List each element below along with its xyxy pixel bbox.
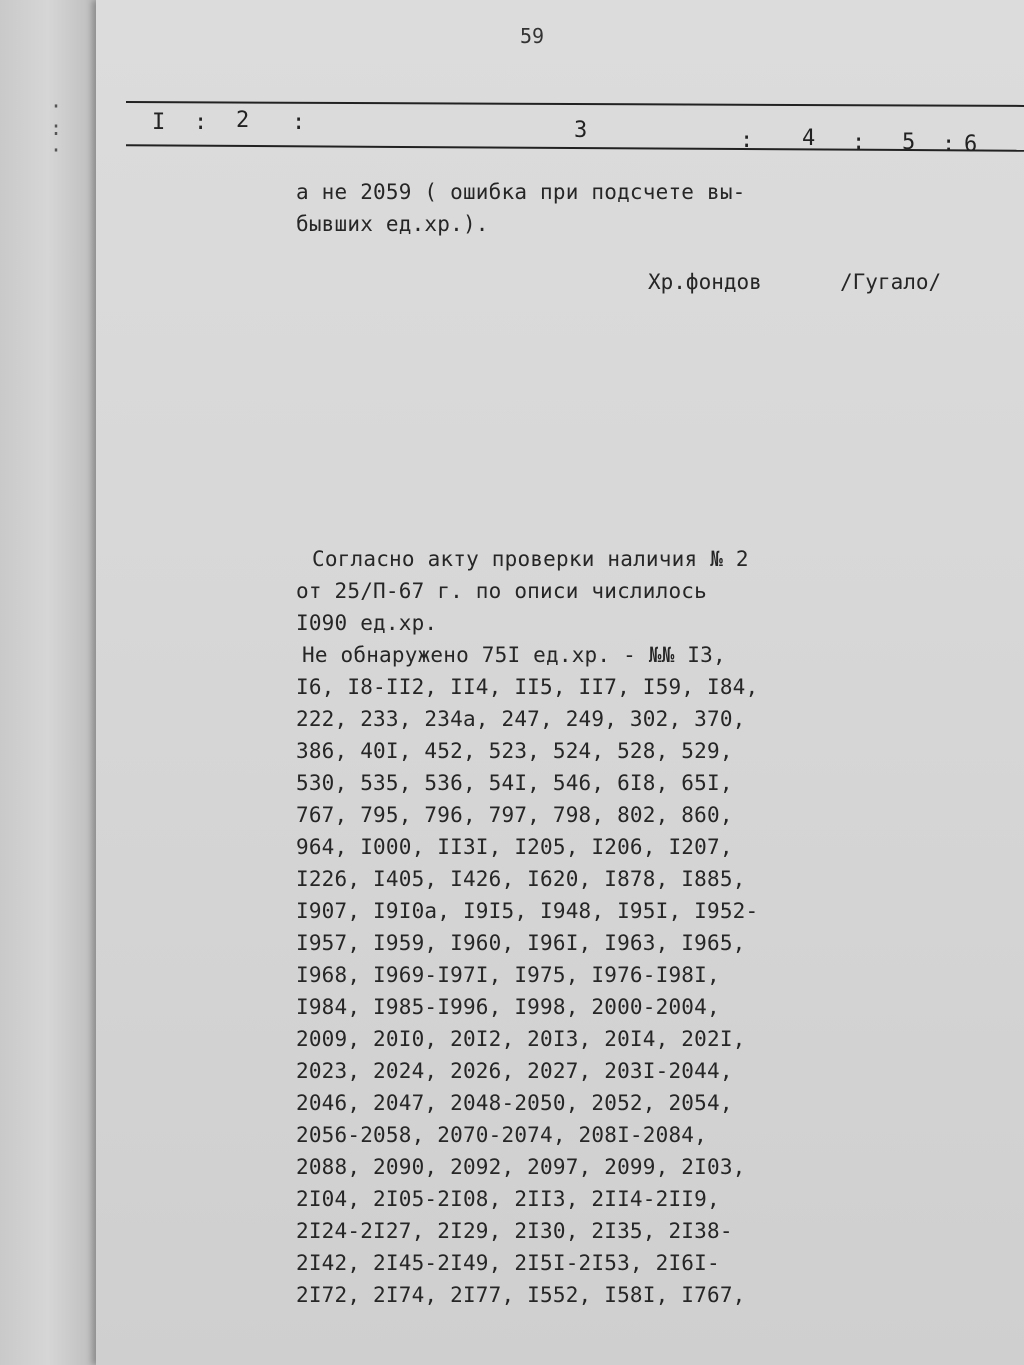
column-separator: : [942, 132, 956, 157]
page-number: 59 [520, 24, 545, 48]
body-line: I090 ед.хр. [296, 611, 438, 635]
body-line: от 25/П-67 г. по описи числилось [296, 579, 707, 603]
column-header-6: 6 [964, 132, 978, 157]
signature-role: Хр.фондов [648, 270, 762, 294]
column-separator: : [194, 110, 208, 135]
bleed-through-text [386, 220, 906, 540]
act-text-block [296, 543, 758, 1311]
column-header-1: I [152, 110, 166, 135]
body-line: 2056-2058, 2070-2074, 208I-2084, [296, 1123, 707, 1147]
document-page [96, 0, 1024, 1365]
signature-name: /Гугало/ [840, 270, 942, 294]
body-line: I226, I405, I426, I620, I878, I885, [296, 867, 746, 891]
body-line: I6, I8-II2, II4, II5, II7, I59, I84, [296, 675, 759, 699]
body-line: I957, I959, I960, I96I, I963, I965, [296, 931, 746, 955]
body-line: 2088, 2090, 2092, 2097, 2099, 2I03, [296, 1155, 746, 1179]
column-separator: : [292, 110, 306, 135]
body-line: 2023, 2024, 2026, 2027, 203I-2044, [296, 1059, 733, 1083]
body-line: 767, 795, 796, 797, 798, 802, 860, [296, 803, 733, 827]
body-line: 2009, 20I0, 20I2, 20I3, 20I4, 202I, [296, 1027, 746, 1051]
column-separator: : [852, 130, 866, 155]
body-line: 2046, 2047, 2048-2050, 2052, 2054, [296, 1091, 733, 1115]
body-line: Согласно акту проверки наличия № 2 [312, 547, 749, 571]
body-line: I968, I969-I97I, I975, I976-I98I, [296, 963, 720, 987]
body-line: 386, 40I, 452, 523, 524, 528, 529, [296, 739, 733, 763]
header-rule-top [126, 101, 1024, 107]
column-header-4: 4 [802, 126, 816, 151]
column-separator: : [740, 128, 754, 153]
body-line: I907, I9I0а, I9I5, I948, I95I, I952- [296, 899, 759, 923]
body-line: 2I72, 2I74, 2I77, I552, I58I, I767, [296, 1283, 746, 1307]
body-line: I984, I985-I996, I998, 2000-2004, [296, 995, 720, 1019]
note-line: бывших ед.хр.). [296, 212, 489, 236]
header-rule-bottom [126, 144, 1024, 151]
margin-marks: · : · [50, 94, 63, 162]
body-line: 222, 233, 234а, 247, 249, 302, 370, [296, 707, 746, 731]
body-line: 964, I000, II3I, I205, I206, I207, [296, 835, 733, 859]
column-header-5: 5 [902, 130, 916, 155]
body-line: 530, 535, 536, 54I, 546, 6I8, 65I, [296, 771, 733, 795]
column-header-3: 3 [574, 118, 588, 143]
correction-note [296, 176, 746, 240]
body-line: 2I24-2I27, 2I29, 2I30, 2I35, 2I38- [296, 1219, 733, 1243]
body-line: 2I42, 2I45-2I49, 2I5I-2I53, 2I6I- [296, 1251, 720, 1275]
body-line: 2I04, 2I05-2I08, 2II3, 2II4-2II9, [296, 1187, 720, 1211]
note-line: а не 2059 ( ошибка при подсчете вы- [296, 180, 746, 204]
column-header-2: 2 [236, 108, 250, 133]
body-line: Не обнаружено 75I ед.хр. - №№ I3, [302, 643, 726, 667]
